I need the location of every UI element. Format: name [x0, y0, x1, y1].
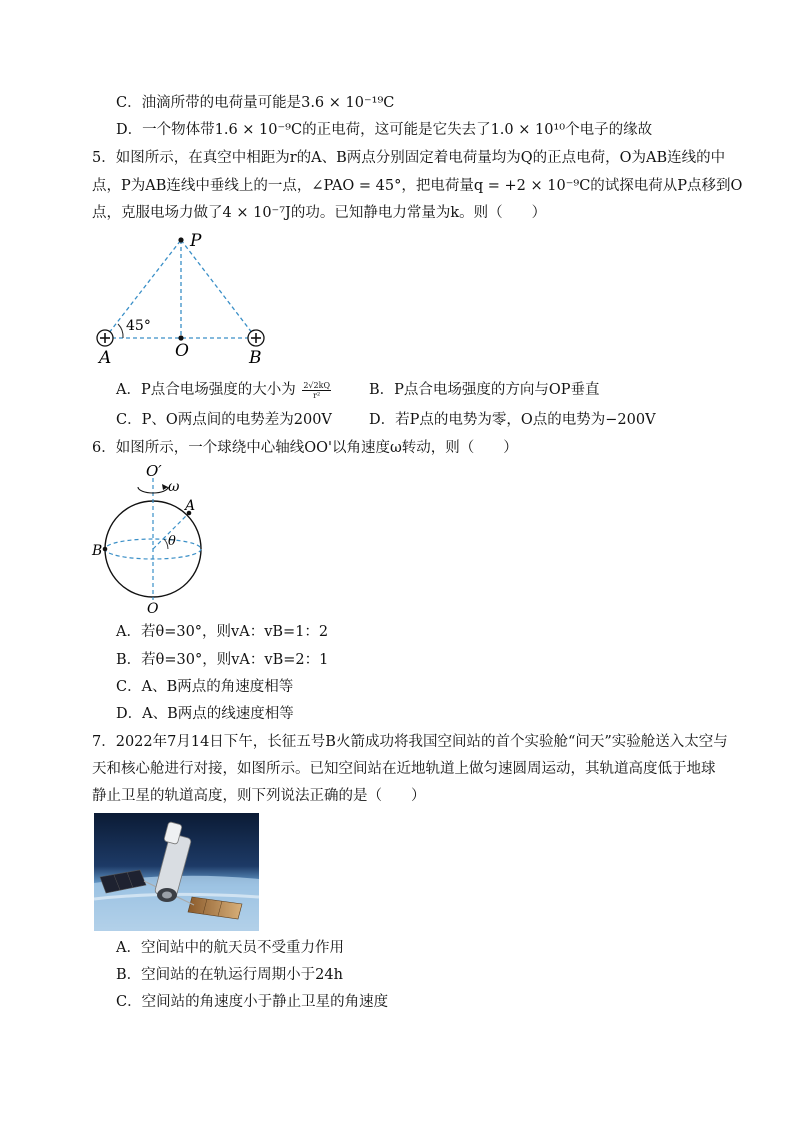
q5-stem-line-1: 5．如图所示，在真空中相距为r的A、B两点分别固定着电荷量均为Q的正点电荷，O为AB连线的中: [92, 150, 726, 166]
q5-option-a-fraction: [302, 381, 331, 400]
label-o: O: [175, 341, 189, 361]
fraction-denominator: r²: [313, 390, 321, 400]
label-angle: 45°: [126, 318, 151, 334]
charge-a-plus-icon: [97, 330, 113, 346]
pb-line: [181, 240, 256, 338]
label-o-prime: O′: [146, 462, 162, 480]
q7-option-b: B．空间站的在轨运行周期小于24h: [116, 967, 343, 983]
q5-option-a-text: A．P点合电场强度的大小为: [116, 382, 296, 398]
q5-figure: [90, 228, 280, 368]
q4-option-d: D．一个物体带1.6 × 10⁻⁹C的正电荷，这可能是它失去了1.0 × 10¹⁰个电子的缘故: [116, 122, 653, 138]
label-b: B: [249, 348, 262, 368]
fraction-numerator: 2√2kQ: [303, 380, 331, 390]
label-omega: ω: [168, 479, 180, 495]
q6-option-b: B．若θ=30°，则vA：vB=2：1: [116, 652, 329, 668]
label-b: B: [92, 543, 103, 559]
q6-stem: 6．如图所示，一个球绕中心轴线OO'以角速度ω转动，则（ ）: [92, 440, 518, 456]
q7-stem-line-3: 静止卫星的轨道高度，则下列说法正确的是（ ）: [92, 788, 426, 804]
q4-option-c: C．油滴所带的电荷量可能是3.6 × 10⁻¹⁹C: [116, 95, 395, 111]
q7-stem-line-1: 7．2022年7月14日下午，长征五号B火箭成功将我国空间站的首个实验舱“问天”实验舱送入太空与: [92, 734, 728, 750]
label-a: A: [185, 498, 196, 514]
label-o: O: [147, 601, 159, 617]
q5-option-d: D．若P点的电势为零，O点的电势为−200V: [369, 412, 656, 428]
q6-figure: [88, 460, 228, 620]
q5-stem-line-3: 点，克服电场力做了4 × 10⁻⁷J的功。已知静电力常量为k。则（ ）: [92, 205, 547, 221]
label-p: P: [190, 231, 202, 251]
q5-option-a: [116, 380, 331, 400]
q5-option-b: B．P点合电场强度的方向与OP垂直: [369, 382, 600, 398]
q7-stem-line-2: 天和核心舱进行对接，如图所示。已知空间站在近地轨道上做匀速圆周运动，其轨道高度低于地球: [92, 761, 716, 777]
space-station-photo: [94, 813, 259, 931]
label-a: A: [99, 348, 112, 368]
label-theta: θ: [168, 534, 176, 549]
q5-option-c: C．P、O两点间的电势差为200V: [116, 412, 332, 428]
q5-stem-line-2: 点，P为AB连线中垂线上的一点，∠PAO = 45°，把电荷量q = +2 × 10⁻⁹C的试探电荷从P点移到O: [92, 178, 743, 194]
angle-arc: [118, 324, 123, 338]
charge-b-plus-icon: [248, 330, 264, 346]
q6-option-c: C．A、B两点的角速度相等: [116, 679, 294, 695]
q7-option-a: A．空间站中的航天员不受重力作用: [116, 940, 344, 956]
point-p: [178, 237, 183, 242]
q6-option-d: D．A、B两点的线速度相等: [116, 706, 294, 722]
q6-option-a: A．若θ=30°，则vA：vB=1：2: [116, 624, 329, 640]
point-o: [178, 335, 183, 340]
q7-option-c: C．空间站的角速度小于静止卫星的角速度: [116, 994, 389, 1010]
point-b: [103, 547, 108, 552]
